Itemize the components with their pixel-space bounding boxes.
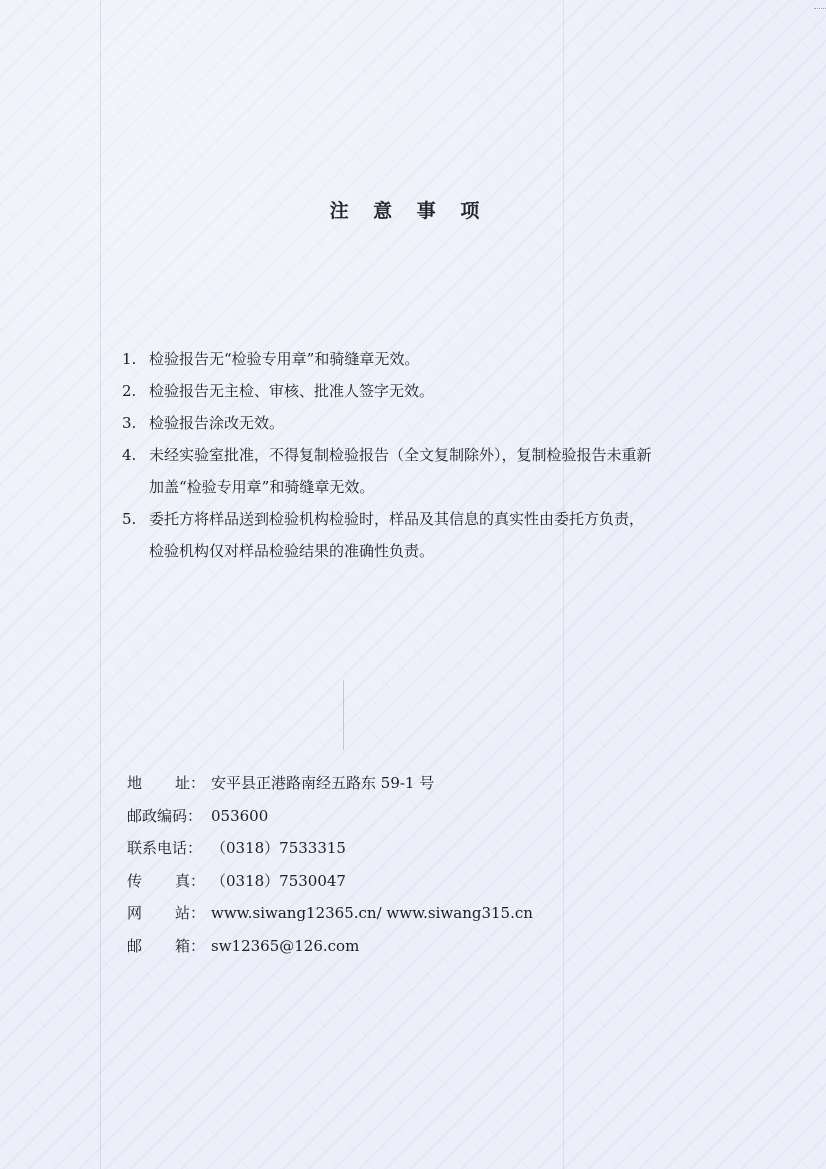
note-line: 检验机构仅对样品检验结果的准确性负责。 bbox=[149, 542, 435, 560]
email-value: sw12365@126.com bbox=[211, 936, 360, 955]
phone-label bbox=[127, 832, 205, 865]
fax-label bbox=[127, 865, 205, 898]
address-value: 安平县正港路南经五路东 59-1 号 bbox=[211, 774, 435, 792]
phone-label-part: 联系电话： bbox=[127, 839, 203, 858]
note-item bbox=[122, 375, 722, 407]
address-row bbox=[127, 767, 727, 800]
note-line: 检验报告无主检、审核、批准人签字无效。 bbox=[149, 382, 435, 400]
fax-value: （0318）7530047 bbox=[211, 871, 346, 890]
note-line: 委托方将样品送到检验机构检验时，样品及其信息的真实性由委托方负责， bbox=[149, 510, 645, 528]
note-text bbox=[149, 503, 722, 567]
note-item bbox=[122, 407, 722, 439]
address-label-part: 地 bbox=[127, 774, 143, 792]
phone-value: （0318）7533315 bbox=[211, 839, 346, 858]
address-label bbox=[127, 767, 205, 800]
email-row bbox=[127, 930, 727, 963]
fold-line-left bbox=[100, 0, 101, 1169]
note-line: 检验报告涂改无效。 bbox=[149, 414, 285, 432]
note-number: 2. bbox=[122, 382, 137, 400]
edge-mark bbox=[814, 0, 826, 9]
note-number: 5. bbox=[122, 510, 137, 528]
website-label-part: 网 bbox=[127, 904, 143, 923]
note-text bbox=[149, 407, 722, 439]
note-text bbox=[149, 375, 722, 407]
website-row bbox=[127, 897, 727, 930]
note-number: 3. bbox=[122, 414, 137, 432]
address-label-part: 址： bbox=[174, 774, 205, 792]
website-value: www.siwang12365.cn/ www.siwang315.cn bbox=[211, 904, 533, 923]
note-number: 4. bbox=[122, 446, 137, 464]
postcode-row bbox=[127, 800, 727, 833]
note-text bbox=[149, 439, 722, 503]
contact-info bbox=[127, 767, 727, 963]
note-line: 检验报告无“检验专用章”和骑缝章无效。 bbox=[149, 350, 420, 368]
note-item bbox=[122, 439, 722, 503]
email-label-part: 箱： bbox=[174, 936, 205, 955]
note-line: 加盖“检验专用章”和骑缝章无效。 bbox=[149, 478, 375, 496]
note-text bbox=[149, 343, 722, 375]
postcode-label bbox=[127, 800, 205, 833]
fax-label-part: 真： bbox=[174, 871, 205, 890]
email-label-part: 邮 bbox=[127, 936, 143, 955]
website-label bbox=[127, 897, 205, 930]
note-line: 未经实验室批准，不得复制检验报告（全文复制除外），复制检验报告未重新 bbox=[149, 446, 652, 464]
note-number: 1. bbox=[122, 350, 137, 368]
fax-label-part: 传 bbox=[127, 871, 143, 890]
postcode-value: 053600 bbox=[211, 806, 269, 825]
note-item bbox=[122, 343, 722, 375]
scan-mark bbox=[343, 680, 344, 750]
note-item bbox=[122, 503, 722, 567]
notes-list bbox=[122, 343, 722, 567]
fold-line-right bbox=[563, 0, 564, 1169]
page-title: 注 意 事 项 bbox=[329, 200, 489, 222]
postcode-label-part: 邮政编码： bbox=[127, 806, 203, 825]
website-label-part: 站： bbox=[174, 904, 205, 923]
phone-row bbox=[127, 832, 727, 865]
email-label bbox=[127, 930, 205, 963]
fax-row bbox=[127, 865, 727, 898]
